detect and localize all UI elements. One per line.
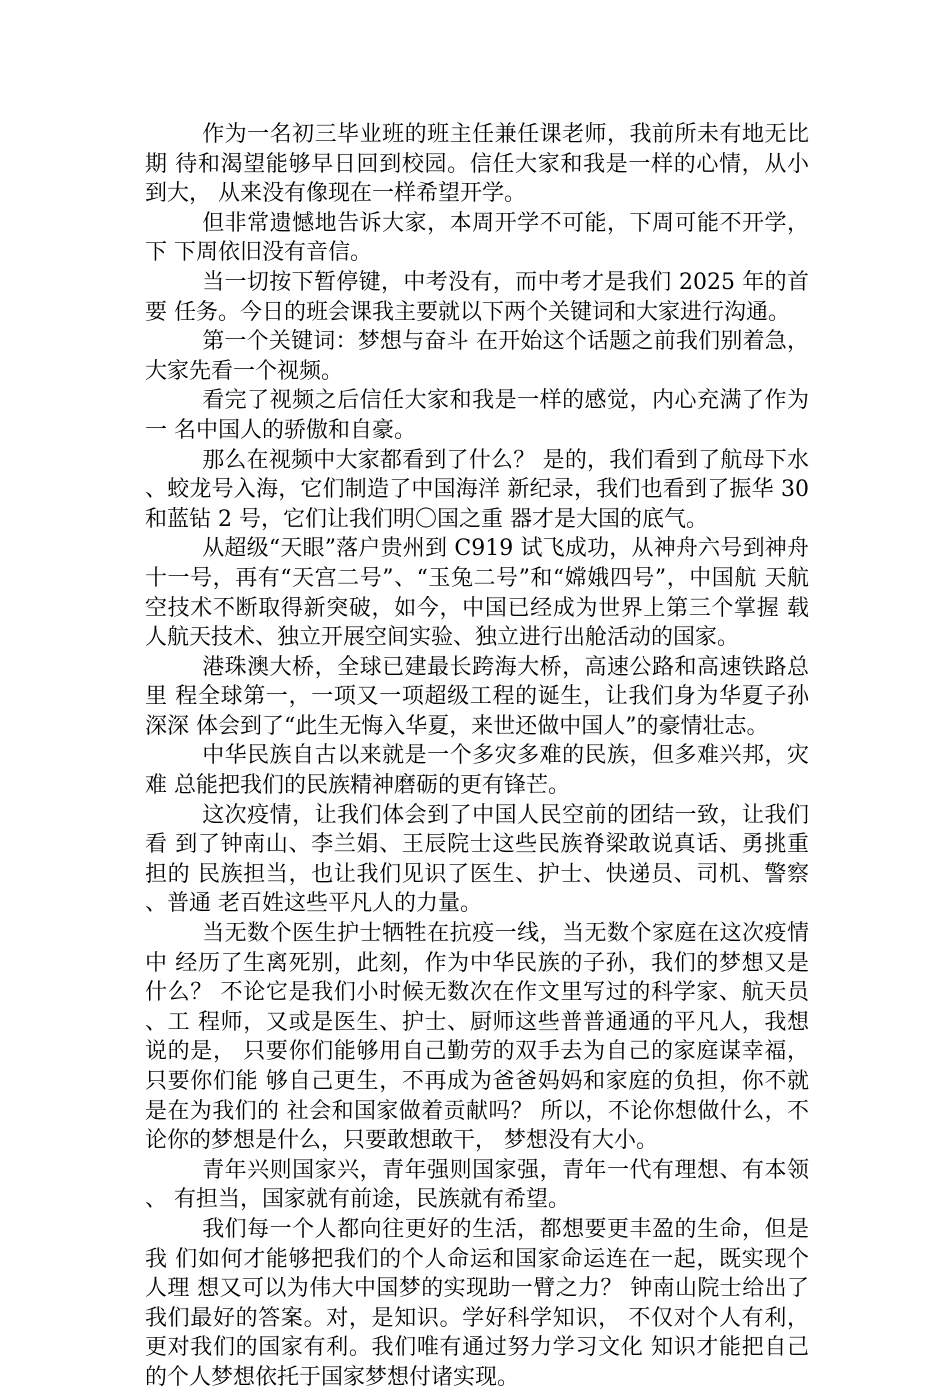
paragraph-12: 青年兴则国家兴，青年强则国家强，青年一代有理想、有本领、 有担当，国家就有前途，民族就有希望。: [145, 1157, 809, 1213]
document-body: [145, 120, 809, 1393]
paragraph-4: 第一个关键词：梦想与奋斗 在开始这个话题之前我们别着急，大家先看一个视频。: [145, 329, 809, 384]
paragraph-3: 当一切按下暂停键，中考没有，而中考才是我们 2025 年的首要 任务。今日的班会课我主要就以下两个关键词和大家进行沟通。: [145, 269, 809, 325]
paragraph-8: 港珠澳大桥，全球已建最长跨海大桥，高速公路和高速铁路总里 程全球第一，一项又一项超级工程的诞生，让我们身为华夏子孙深深 体会到了“此生无悔入华夏，来世还做中国人”的豪情壮志。: [145, 654, 809, 739]
paragraph-13: 我们每一个人都向往更好的生活，都想要更丰盈的生命，但是我 们如何才能够把我们的个人命运和国家命运连在一起，既实现个人理 想又可以为伟大中国梦的实现助一臂之力？ 钟南山院士给出了我们最好的答案。对，是知识。学好科学知识， 不仅对个人有利，更对我们的国家有利。我们唯有通过努力学习文化 知识才能把自己的个人梦想依托于国家梦想付诸实现。: [145, 1216, 809, 1390]
paragraph-10: 这次疫情，让我们体会到了中国人民空前的团结一致，让我们看 到了钟南山、李兰娟、王辰院士这些民族脊梁敢说真话、勇挑重担的 民族担当，也让我们见识了医生、护士、快递员、司机、警察、普通 老百姓这些平凡人的力量。: [145, 802, 809, 917]
paragraph-11: 当无数个医生护士牺牲在抗疫一线，当无数个家庭在这次疫情中 经历了生离死别，此刻，作为中华民族的子孙，我们的梦想又是什么？ 不论它是我们小时候无数次在作文里写过的科学家、航天员、工 程师，又或是医生、护士、厨师这些普普通通的平凡人，我想说的是， 只要你们能够用自己勤劳的双手去为自己的家庭谋幸福，只要你们能 够自己更生，不再成为爸爸妈妈和家庭的负担，你不就是在为我们的 社会和国家做着贡献吗？ 所以，不论你想做什么，不论你的梦想是什么，只要敢想敢干， 梦想没有大小。: [145, 921, 809, 1154]
paragraph-9: 中华民族自古以来就是一个多灾多难的民族，但多难兴邦，灾难 总能把我们的民族精神磨砺的更有锋芒。: [145, 743, 809, 799]
paragraph-5: 看完了视频之后信任大家和我是一样的感觉，内心充满了作为一 名中国人的骄傲和自豪。: [145, 388, 809, 443]
paragraph-7: 从超级“天眼”落户贵州到 C919 试飞成功，从神舟六号到神舟 十一号，再有“天宫二号”、“玉兔二号”和“嫦娥四号”，中国航 天航空技术不断取得新突破，如今，中国已经成为世界上第三个掌握 载人航天技术、独立开展空间实验、独立进行出舱活动的国家。: [145, 536, 809, 651]
paragraph-6: 那么在视频中大家都看到了什么？ 是的，我们看到了航母下水、蛟龙号入海，它们制造了中国海洋 新纪录，我们也看到了振华 30 和蓝钻 2 号，它们让我们明〇国之重 器才是大国的底气。: [145, 447, 809, 532]
paragraph-2: 但非常遗憾地告诉大家，本周开学不可能，下周可能不开学，下 下周依旧没有音信。: [145, 210, 809, 266]
paragraph-1: 作为一名初三毕业班的班主任兼任课老师，我前所未有地无比期 待和渴望能够早日回到校园。信任大家和我是一样的心情，从小到大， 从来没有像现在一样希望开学。: [145, 122, 809, 207]
